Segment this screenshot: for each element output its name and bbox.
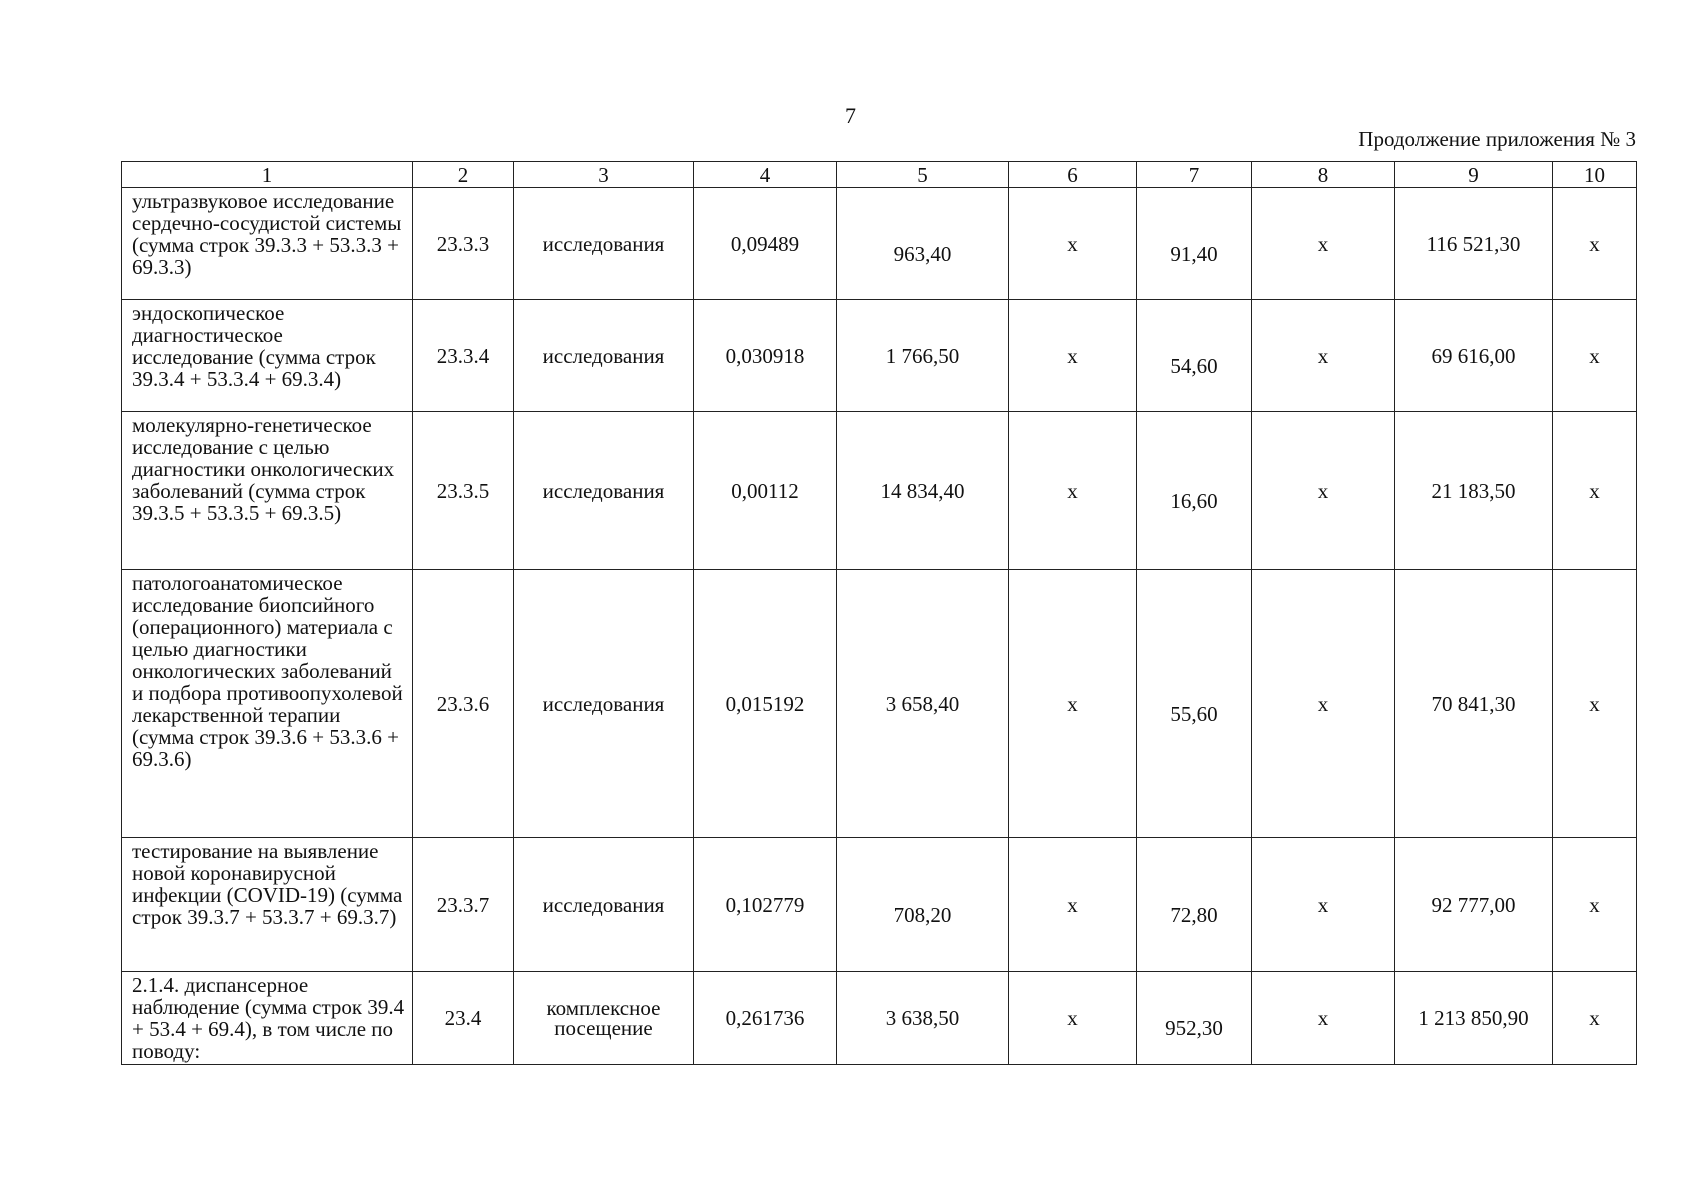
cell-col7: 952,30 — [1137, 972, 1252, 1065]
column-header: 9 — [1395, 162, 1553, 188]
cell-col10: х — [1553, 412, 1637, 570]
row-name: ультразвуковое исследование сердечно-сосудистой системы (сумма строк 39.3.3 + 53.3.3 + 69.3.3) — [122, 188, 413, 300]
cell-col8: х — [1252, 188, 1395, 300]
row-name: тестирование на выявление новой коронавирусной инфекции (COVID-19) (сумма строк 39.3.7 + 53.3.7 + 69.3.7) — [122, 838, 413, 972]
cell-col8: х — [1252, 570, 1395, 838]
cell-col5: 1 766,50 — [837, 300, 1009, 412]
row-code: 23.3.6 — [413, 570, 514, 838]
column-header: 7 — [1137, 162, 1252, 188]
cell-col5: 14 834,40 — [837, 412, 1009, 570]
row-unit: исследования — [514, 838, 694, 972]
cell-col8: х — [1252, 838, 1395, 972]
row-code: 23.3.5 — [413, 412, 514, 570]
column-header: 6 — [1009, 162, 1137, 188]
cell-col7: 55,60 — [1137, 570, 1252, 838]
cell-col9: 69 616,00 — [1395, 300, 1553, 412]
row-code: 23.3.3 — [413, 188, 514, 300]
cell-col7: 91,40 — [1137, 188, 1252, 300]
row-code: 23.4 — [413, 972, 514, 1065]
cell-col9: 92 777,00 — [1395, 838, 1553, 972]
column-header: 8 — [1252, 162, 1395, 188]
row-code: 23.3.4 — [413, 300, 514, 412]
cell-col7: 72,80 — [1137, 838, 1252, 972]
column-header: 1 — [122, 162, 413, 188]
cell-col6: х — [1009, 570, 1137, 838]
cell-col4: 0,030918 — [694, 300, 837, 412]
table-row — [122, 570, 1637, 838]
cell-col8: х — [1252, 972, 1395, 1065]
row-unit: исследования — [514, 300, 694, 412]
cell-col4: 0,015192 — [694, 570, 837, 838]
table-row — [122, 412, 1637, 570]
cell-col4: 0,261736 — [694, 972, 837, 1065]
cell-col5: 708,20 — [837, 838, 1009, 972]
row-name: эндоскопическое диагностическое исследование (сумма строк 39.3.4 + 53.3.4 + 69.3.4) — [122, 300, 413, 412]
cell-col9: 1 213 850,90 — [1395, 972, 1553, 1065]
page-number: 7 — [845, 103, 856, 128]
cell-col6: х — [1009, 838, 1137, 972]
cell-col6: х — [1009, 300, 1137, 412]
cell-col5: 3 658,40 — [837, 570, 1009, 838]
cell-col10: х — [1553, 570, 1637, 838]
cell-col5: 963,40 — [837, 188, 1009, 300]
row-unit: комплексное посещение — [514, 972, 694, 1065]
data-table — [121, 161, 1637, 1065]
table-row — [122, 300, 1637, 412]
row-unit: исследования — [514, 570, 694, 838]
cell-col8: х — [1252, 412, 1395, 570]
cell-col10: х — [1553, 838, 1637, 972]
cell-col4: 0,00112 — [694, 412, 837, 570]
row-name: 2.1.4. диспансерное наблюдение (сумма строк 39.4 + 53.4 + 69.4), в том числе по поводу: — [122, 972, 413, 1065]
cell-col9: 21 183,50 — [1395, 412, 1553, 570]
cell-col7: 54,60 — [1137, 300, 1252, 412]
table-row — [122, 972, 1637, 1065]
row-code: 23.3.7 — [413, 838, 514, 972]
cell-col6: х — [1009, 972, 1137, 1065]
cell-col10: х — [1553, 300, 1637, 412]
cell-col9: 70 841,30 — [1395, 570, 1553, 838]
column-header: 3 — [514, 162, 694, 188]
table-header-row — [122, 162, 1637, 188]
cell-col9: 116 521,30 — [1395, 188, 1553, 300]
row-unit: исследования — [514, 412, 694, 570]
cell-col10: х — [1553, 188, 1637, 300]
column-header: 4 — [694, 162, 837, 188]
row-name: молекулярно-генетическое исследование с целью диагностики онкологических заболеваний (сумма строк 39.3.5 + 53.3.5 + 69.3.5) — [122, 412, 413, 570]
column-header: 2 — [413, 162, 514, 188]
cell-col6: х — [1009, 188, 1137, 300]
cell-col5: 3 638,50 — [837, 972, 1009, 1065]
column-header: 10 — [1553, 162, 1637, 188]
column-header: 5 — [837, 162, 1009, 188]
cell-col7: 16,60 — [1137, 412, 1252, 570]
cell-col4: 0,102779 — [694, 838, 837, 972]
row-name: патологоанатомическое исследование биопсийного (операционного) материала с целью диагностики онкологических заболеваний и подбора противоопухолевой лекарственной терапии (сумма строк 39.3.6 + 53.3.6 + 69.3.6) — [122, 570, 413, 838]
table-row — [122, 838, 1637, 972]
cell-col10: х — [1553, 972, 1637, 1065]
cell-col8: х — [1252, 300, 1395, 412]
cell-col4: 0,09489 — [694, 188, 837, 300]
row-unit: исследования — [514, 188, 694, 300]
cell-col6: х — [1009, 412, 1137, 570]
continuation-label: Продолжение приложения № 3 — [1358, 127, 1636, 151]
table-row — [122, 188, 1637, 300]
